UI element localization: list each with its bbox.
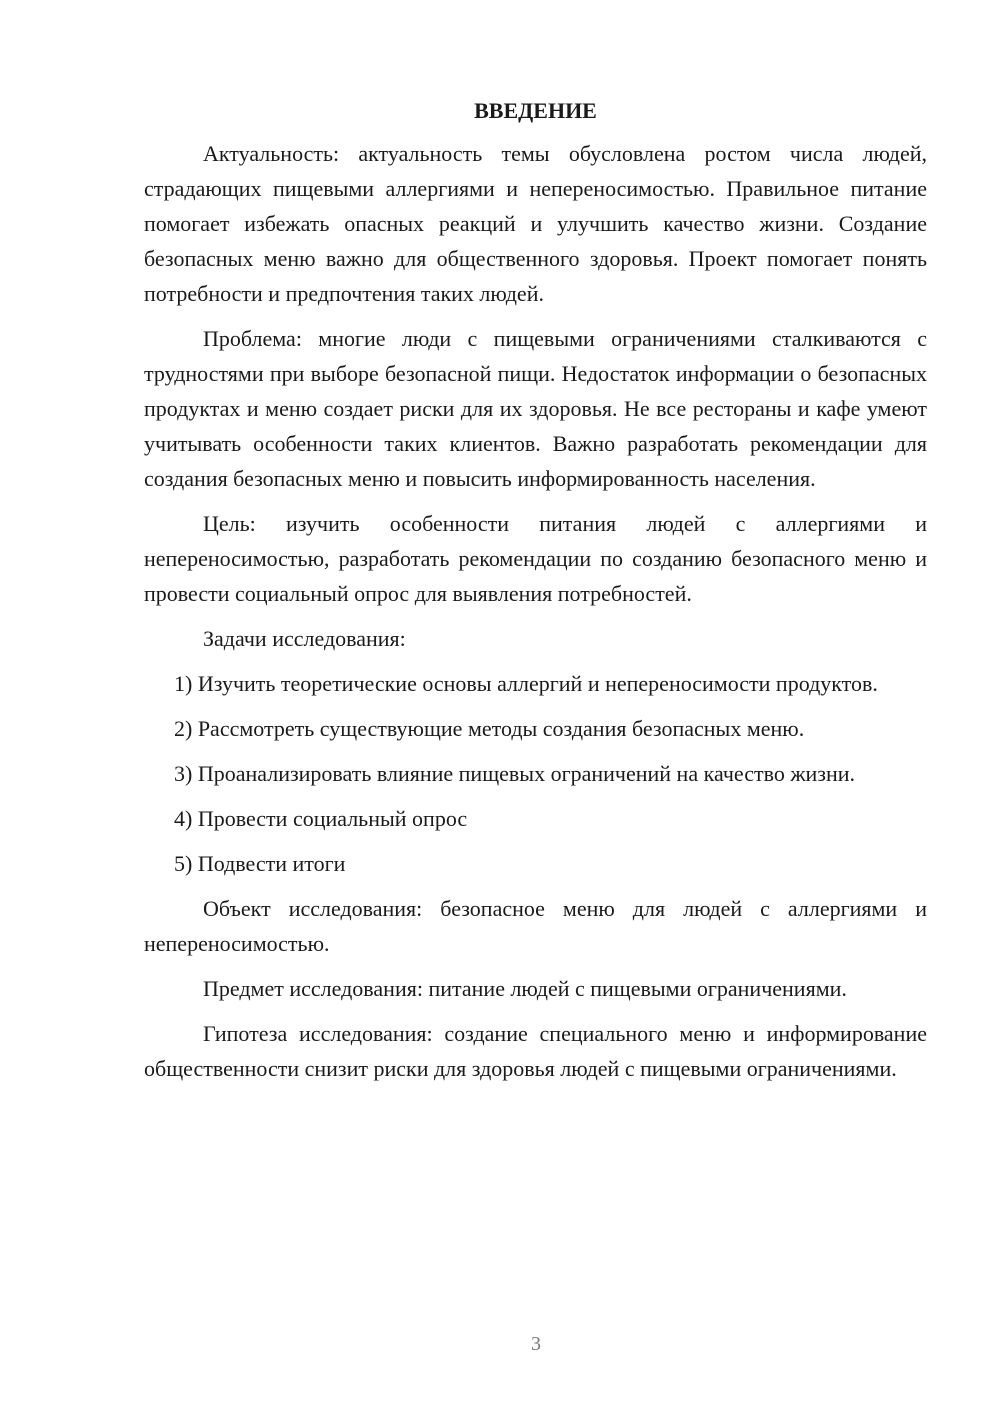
- task-item-4: 4) Провести социальный опрос: [174, 806, 468, 831]
- relevance-paragraph: Актуальность: актуальность темы обусловлена ростом числа людей, страдающих пищевыми аллергиями и непереносимостью. Правильное питание помогает избежать опасных реакций и улучшить качество жизни. Создание безопасных меню важно для общественного здоровья. Проект помогает понять потребности и предпочтения таких людей.: [144, 141, 927, 306]
- document-page: [144, 96, 927, 1096]
- problem-paragraph: Проблема: многие люди с пищевыми ограничениями сталкиваются с трудностями при выборе безопасной пищи. Недостаток информации о безопасных продуктах и меню создает риски для их здоровья. Не все рестораны и кафе умеют учитывать особенности таких клиентов. Важно разработать рекомендации для создания безопасных меню и повысить информированность населения.: [144, 326, 927, 491]
- task-item-5: 5) Подвести итоги: [174, 851, 346, 876]
- subject-paragraph: Предмет исследования: питание людей с пищевыми ограничениями.: [203, 976, 847, 1001]
- task-item-2: 2) Рассмотреть существующие методы создания безопасных меню.: [174, 716, 805, 741]
- object-paragraph: Объект исследования: безопасное меню для людей с аллергиями и непереносимостью.: [144, 896, 927, 956]
- page-number: 3: [531, 1333, 541, 1355]
- hypothesis-paragraph: Гипотеза исследования: создание специального меню и информирование общественности снизит риски для здоровья людей с пищевыми ограничениями.: [144, 1021, 927, 1081]
- tasks-heading: Задачи исследования:: [203, 626, 406, 651]
- task-item-1: 1) Изучить теоретические основы аллергий и непереносимости продуктов.: [174, 671, 878, 696]
- goal-paragraph: Цель: изучить особенности питания людей с аллергиями и непереносимостью, разработать рекомендации по созданию безопасного меню и провести социальный опрос для выявления потребностей.: [144, 511, 927, 606]
- task-item-3: 3) Проанализировать влияние пищевых ограничений на качество жизни.: [174, 761, 856, 786]
- section-title: ВВЕДЕНИЕ: [474, 98, 597, 123]
